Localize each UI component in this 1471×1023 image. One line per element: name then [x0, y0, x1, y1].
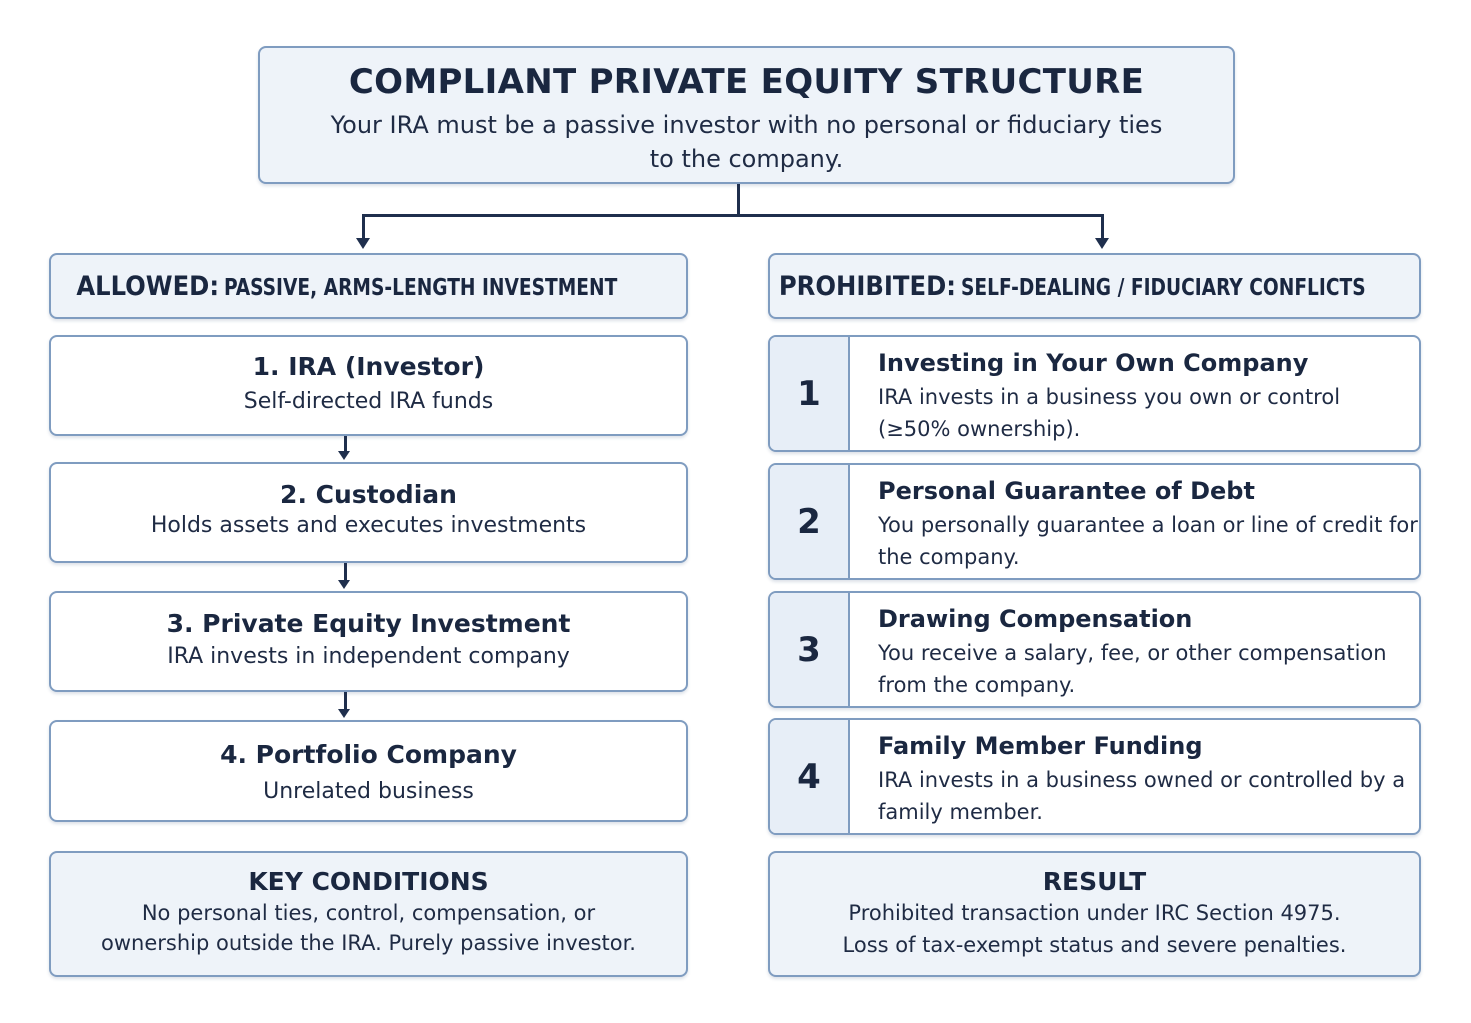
step-connector: [344, 692, 347, 709]
step-connector: [344, 436, 347, 451]
down-arrow-icon: [338, 451, 350, 460]
key-conditions-text: No personal ties, control, compensation, or ownership outside the IRA. Purely passive investor.: [101, 901, 636, 955]
prohibited-description: SELF-DEALING / FIDUCIARY CONFLICTS: [960, 274, 1366, 301]
step-title: 4. Portfolio Company: [220, 740, 517, 769]
left-branch-arrow-icon: [356, 238, 370, 249]
allowed-step-3: [49, 591, 688, 692]
item-number: 2: [770, 465, 850, 578]
allowed-label: ALLOWED:: [76, 270, 220, 302]
result-line-1: Prohibited transaction under IRC Section 4975.: [848, 901, 1341, 925]
prohibited-item-3: [768, 591, 1421, 708]
right-branch-arrow-icon: [1095, 238, 1109, 249]
allowed-step-2: [49, 462, 688, 563]
trunk-connector: [737, 184, 740, 216]
step-description: Self-directed IRA funds: [243, 389, 494, 414]
item-description: You receive a salary, fee, or other compensation from the company.: [878, 641, 1387, 697]
step-title: 1. IRA (Investor): [252, 352, 485, 381]
item-title: Personal Guarantee of Debt: [878, 477, 1255, 505]
allowed-header: [49, 253, 688, 319]
page-subtitle: Your IRA must be a passive investor with no personal or fiduciary ties to the company.: [330, 111, 1163, 173]
prohibited-label: PROHIBITED:: [778, 270, 956, 302]
down-arrow-icon: [338, 580, 350, 589]
step-connector: [344, 563, 347, 580]
item-number: 1: [770, 337, 850, 450]
result-title: RESULT: [1042, 867, 1147, 896]
item-title: Drawing Compensation: [878, 605, 1193, 633]
prohibited-item-4: [768, 718, 1421, 835]
item-number: 3: [770, 593, 850, 706]
page-title: COMPLIANT PRIVATE EQUITY STRUCTURE: [348, 62, 1145, 102]
down-arrow-icon: [338, 709, 350, 718]
key-conditions-title: KEY CONDITIONS: [248, 867, 489, 896]
step-description: IRA invests in independent company: [167, 644, 570, 669]
allowed-step-4: [49, 720, 688, 822]
step-description: Holds assets and executes investments: [150, 513, 587, 538]
allowed-step-1: [49, 335, 688, 436]
item-description: IRA invests in a business owned or controlled by a family member.: [878, 768, 1406, 824]
item-description: You personally guarantee a loan or line of credit for the company.: [878, 513, 1418, 569]
key-conditions-box: [49, 851, 688, 977]
right-branch-connector: [1101, 214, 1104, 238]
item-title: Investing in Your Own Company: [878, 349, 1309, 377]
prohibited-header: [768, 253, 1421, 319]
item-title: Family Member Funding: [878, 732, 1203, 760]
step-description: Unrelated business: [263, 779, 474, 804]
result-line-2: Loss of tax-exempt status and severe penalties.: [842, 933, 1347, 957]
result-box: [768, 851, 1421, 977]
prohibited-item-2: [768, 463, 1421, 580]
item-number: 4: [770, 720, 850, 833]
allowed-description: PASSIVE, ARMS-LENGTH INVESTMENT: [223, 274, 617, 301]
title-box: [258, 46, 1235, 184]
prohibited-item-1: [768, 335, 1421, 452]
step-title: 2. Custodian: [280, 480, 457, 509]
branch-connector: [362, 214, 1104, 217]
step-title: 3. Private Equity Investment: [166, 609, 571, 638]
left-branch-connector: [362, 214, 365, 238]
item-description: IRA invests in a business you own or control (≥50% ownership).: [878, 385, 1341, 441]
